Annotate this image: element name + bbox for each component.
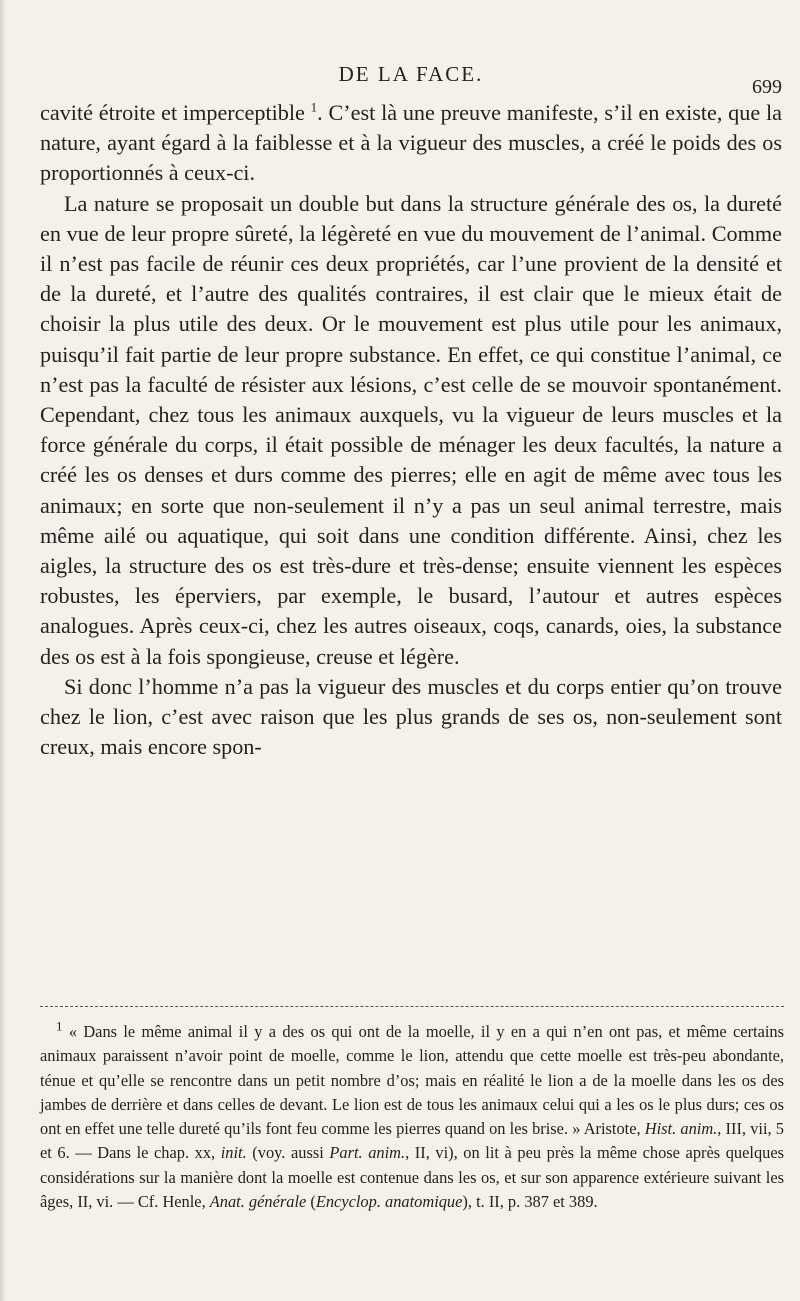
paragraph-2: La nature se proposait un double but dans la structure générale des os, la dureté en vue de leur propre sûreté, la légèreté en vue du mouvement de l’animal. Comme il n’est pas facile de réunir ces deux propriétés, car l’une provient de la densité et de la dureté, et l’autre des qualités contraires, il est clair que le mieux était de choisir la plus utile des deux. Or le mouvement est plus utile pour les animaux, puisqu’il fait partie de leur propre substance. En effet, ce qui constitue l’animal, ce n’est pas la faculté de résister aux lésions, c’est celle de se mouvoir spontanément. Cependant, chez tous les animaux auxquels, vu la vigueur de leurs muscles et la force générale du corps, il était possible de ménager les deux facultés, la nature a créé les os denses et durs comme des pierres; elle en agit de même avec tous les animaux; en sorte que non-seulement il n’y a pas un seul animal terrestre, mais même ailé ou aquatique, qui soit dans une condition différente. Ainsi, chez les aigles, la structure des os est très-dure et très-dense; ensuite viennent les espèces robustes, les éperviers, par exemple, le busard, l’autour et autres espèces analogues. Après ceux-ci, chez les autres oiseaux, coqs, canards, oies, la substance des os est à la fois spongieuse, creuse et légère. bbox=[40, 190, 782, 669]
footnote-text-f: ), t. II, p. 387 et 389. bbox=[462, 1192, 598, 1212]
page-header bbox=[40, 62, 782, 98]
paragraph-1-start: cavité étroite et imperceptible bbox=[40, 100, 311, 125]
paragraph-1 bbox=[40, 98, 782, 189]
footnote-citation: Encyclop. anatomique bbox=[315, 1192, 463, 1212]
main-text bbox=[40, 98, 782, 762]
footnote-citation: Hist. anim. bbox=[644, 1119, 718, 1139]
paragraph-3: Si donc l’homme n’a pas la vigueur des muscles et du corps entier qu’on trouve chez le lion, c’est avec raison que les plus grands de ses os, non-seulement sont creux, mais encore spon- bbox=[40, 673, 782, 760]
footnote-text-c: (voy. aussi bbox=[246, 1143, 330, 1163]
footnote-citation: init. bbox=[220, 1143, 247, 1163]
footnote-text-e: ( bbox=[306, 1192, 316, 1212]
footnote-text-b: , III, vii, 5 et 6. — Dans le chap. xx, bbox=[40, 1119, 784, 1163]
footnote-reference: 1 bbox=[310, 99, 318, 115]
footnote-text-a: « Dans le même animal il y a des os qui ont de la moelle, il y en a qui n’en ont pas, et même certains animaux paraissent n’avoir point de moelle, comme le lion, attendu que cette moelle est très-peu abondante, ténue et qu’elle se rencontre dans un petit nombre d’os; mais en réalité le lion a de la moelle dans les os des jambes de derrière et dans celles de devant. Le lion est de tous les animaux celui qui a les os le plus durs; ces os ont en effet une telle dureté qu’ils font feu comme les pierres quand on les brise. » Aristote, bbox=[40, 1022, 784, 1139]
footnote-marker: 1 bbox=[56, 1018, 63, 1034]
footnote-text-d: , II, vi), on lit à peu près la même chose après quelques considérations sur la manière dont la moelle est contenue dans les os, et sur son apparence extérieure suivant les âges, II, vi. — Cf. Henle, bbox=[40, 1143, 784, 1212]
running-title: DE LA FACE. bbox=[338, 62, 484, 86]
footnote-separator bbox=[40, 1006, 784, 1007]
footnote-citation: Anat. générale bbox=[209, 1192, 307, 1212]
page-number: 699 bbox=[752, 76, 782, 98]
page-left-shadow bbox=[0, 0, 6, 1301]
footnote-citation: Part. anim. bbox=[329, 1143, 406, 1163]
footnote bbox=[40, 1020, 784, 1214]
paragraph-1-end: . C’est là une preuve manifeste, s’il en existe, que la nature, ayant égard à la faiblesse et à la vigueur des muscles, a créé le poids des os proportionnés à ceux-ci. bbox=[40, 100, 782, 186]
